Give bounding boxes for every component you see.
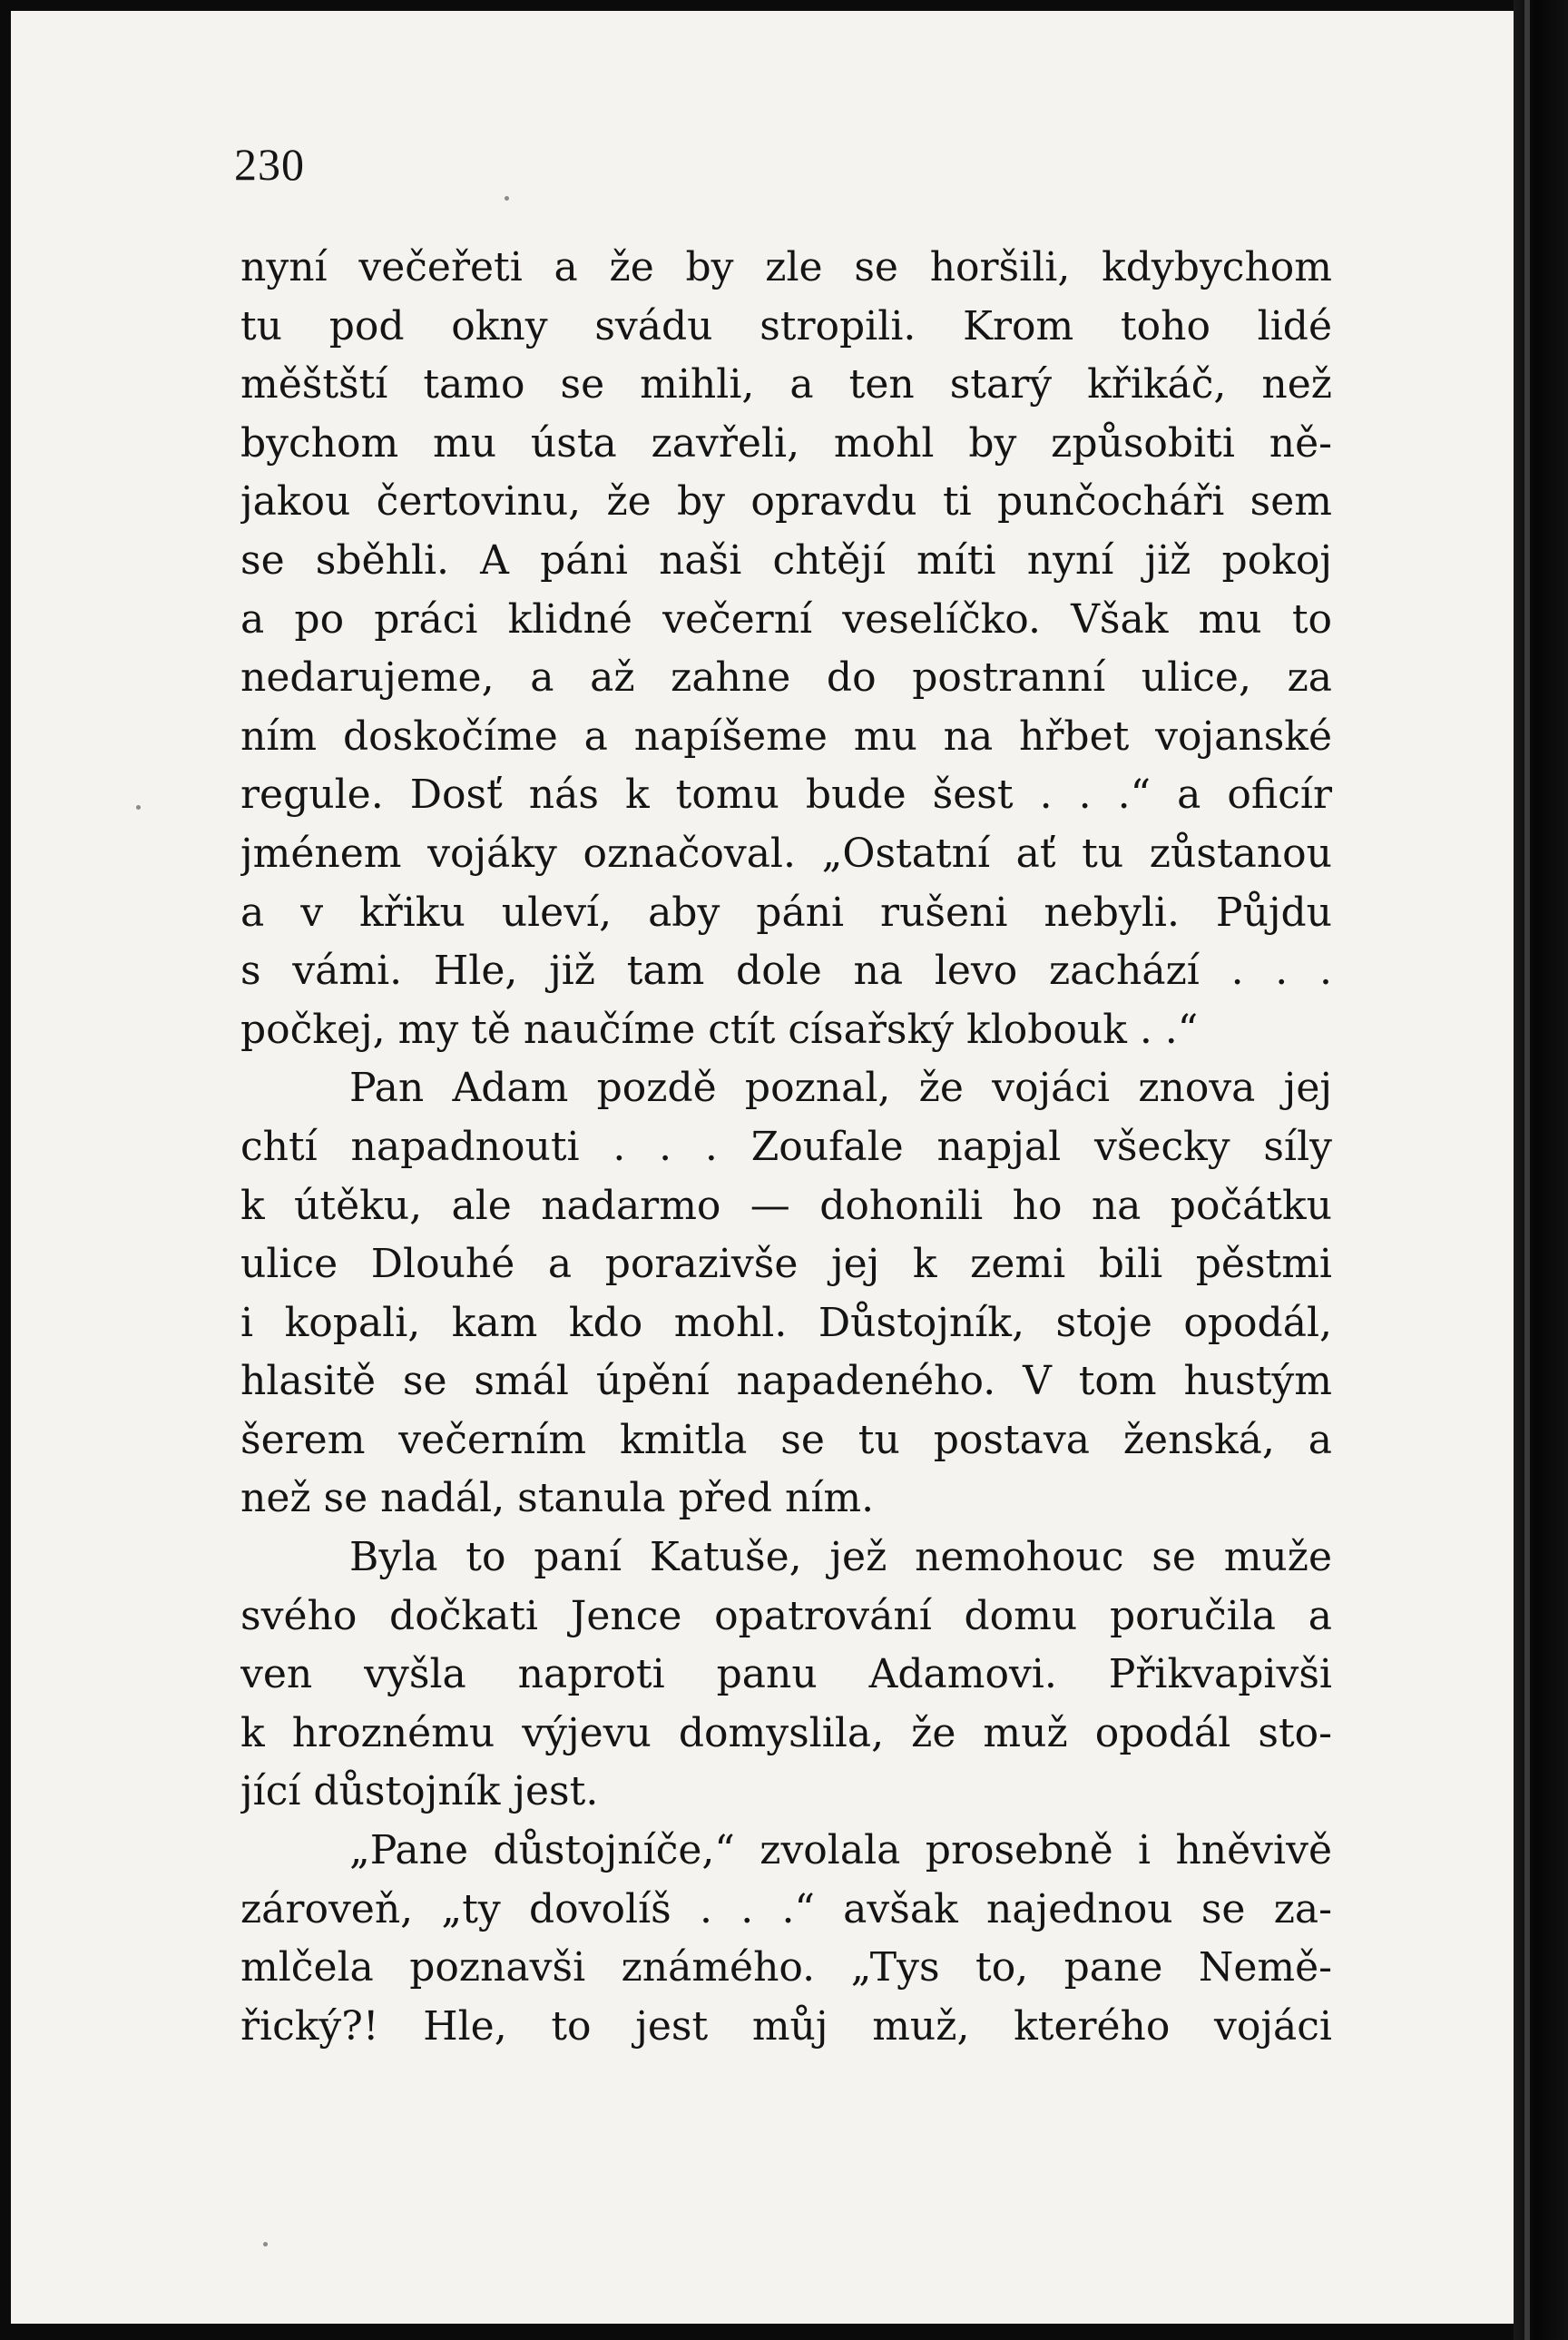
body-text (240, 239, 1332, 2056)
text-line: Byla to paní Katuše, jež nemohouc se muže (349, 1534, 1332, 1581)
binding-stripe (1524, 0, 1530, 2340)
text-line: bychom mu ústa zavřeli, mohl by způsobiti ně- (240, 419, 1332, 467)
text-line: měštští tamo se mihli, a ten starý křikáč, než (240, 361, 1332, 408)
text-line: mlčela poznavši známého. „Tys to, pane Nemě- (240, 1944, 1332, 1991)
text-line: jménem vojáky označoval. „Ostatní ať tu zůstanou (240, 830, 1332, 877)
text-line: zároveň, „ty dovolíš . . .“ avšak najednou se za- (240, 1885, 1332, 1932)
text-line: hlasitě se smál úpění napadeného. V tom hustým (240, 1358, 1332, 1405)
paper-speck (136, 805, 141, 810)
paper-speck (263, 2242, 268, 2247)
text-line: řický?! Hle, to jest můj muž, kterého vojáci (240, 2002, 1332, 2050)
text-line: svého dočkati Jence opatrování domu poručila a (240, 1592, 1332, 1639)
text-line: regule. Dosť nás k tomu bude šest . . .“ a oficír (240, 772, 1332, 819)
text-line: počkej, my tě naučíme ctít císařský klobouk . .“ (240, 1006, 1199, 1053)
text-line: se sběhli. A páni naši chtějí míti nyní již pokoj (240, 536, 1332, 584)
text-line: nedarujeme, a až zahne do postranní ulice, za (240, 654, 1332, 702)
text-line: chtí napadnouti . . . Zoufale napjal všecky síly (240, 1123, 1332, 1170)
text-line: k útěku, ale nadarmo — dohonili ho na počátku (240, 1182, 1332, 1229)
text-line: šerem večerním kmitla se tu postava ženská, a (240, 1416, 1332, 1463)
text-line: i kopali, kam kdo mohl. Důstojník, stoje opodál, (240, 1299, 1332, 1346)
page-number: 230 (234, 139, 305, 190)
text-line: ulice Dlouhé a porazivše jej k zemi bili pěstmi (240, 1241, 1332, 1288)
text-line: k hroznému výjevu domyslila, že muž opodál sto- (240, 1709, 1332, 1756)
paper-speck (505, 196, 509, 201)
text-line: než se nadál, stanula před ním. (240, 1475, 875, 1522)
text-line: ním doskočíme a napíšeme mu na hřbet vojanské (240, 713, 1332, 760)
book-binding-edge (1514, 0, 1568, 2340)
text-line: „Pane důstojníče,“ zvolala prosebně i hněvivě (349, 1827, 1332, 1874)
text-line: a po práci klidné večerní veselíčko. Však mu to (240, 595, 1332, 643)
text-line: a v křiku uleví, aby páni rušeni nebyli. Půjdu (240, 889, 1332, 936)
text-line: jakou čertovinu, že by opravdu ti punčocháři sem (240, 478, 1332, 526)
text-line: nyní večeřeti a že by zle se horšili, kdybychom (240, 244, 1332, 290)
text-line: tu pod okny svádu stropili. Krom toho lidé (240, 302, 1332, 349)
text-line: s vámi. Hle, již tam dole na levo zachází . . . (240, 948, 1332, 995)
text-line: Pan Adam pozdě poznal, že vojáci znova jej (349, 1065, 1332, 1112)
text-line: jící důstojník jest. (240, 1768, 599, 1815)
text-line: ven vyšla naproti panu Adamovi. Přikvapivši (240, 1651, 1332, 1698)
